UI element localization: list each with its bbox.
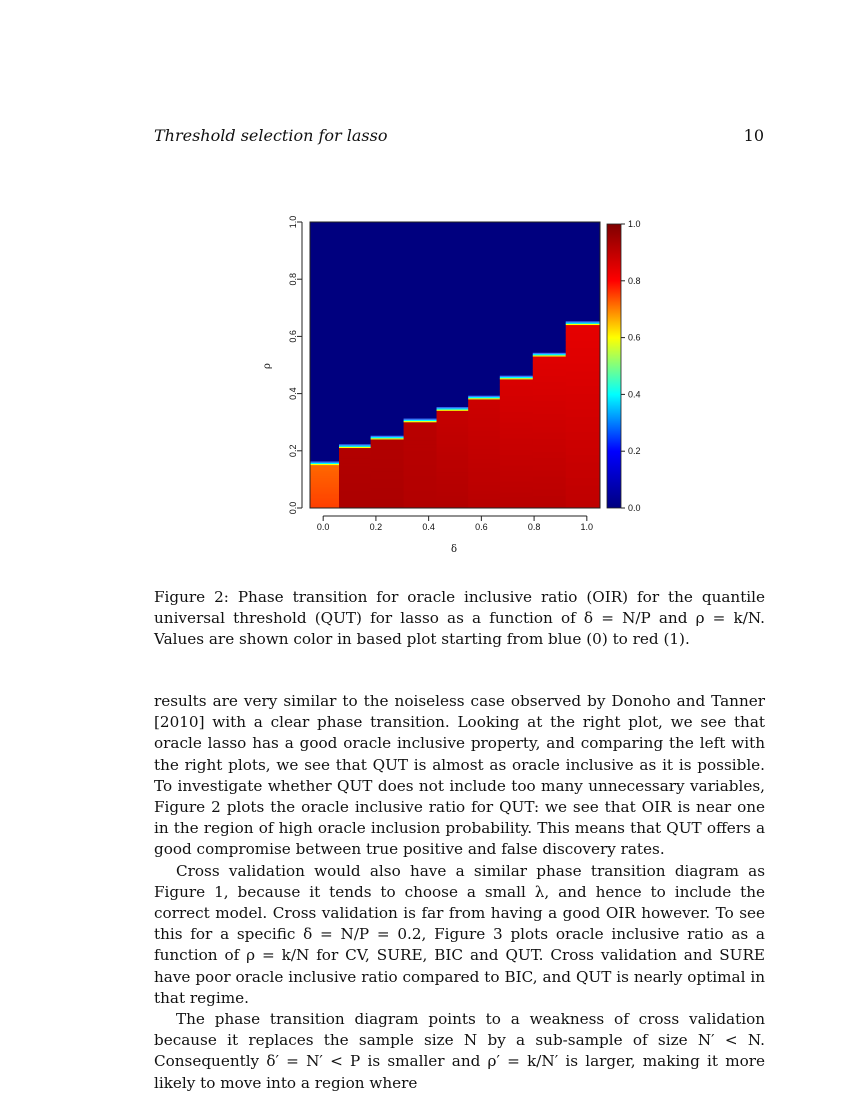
y-tick-label: 0.8	[288, 272, 298, 286]
transition-edge	[404, 421, 437, 422]
colorbar-tick-label: 0.2	[628, 446, 641, 457]
heatmap-cell	[468, 417, 500, 422]
paragraph: results are very similar to the noiseless case observed by Donoho and Tanner [2010] with a clear phase transition. Looking at the right plot, we see that oracle lasso has a good oracle inclusive property, and comparing the left with the right plots, we see that QUT is almost as oracle inclusive as it is possible. To investigate whether QUT does not include too many unnecessary variables, Figure 2 plots the oracle inclusive ratio for QUT: we see that OIR is near one in the region of high oracle inclusion probability. This means that QUT offers a good compromise between true positive and false discovery rates.	[154, 692, 765, 859]
transition-edge	[339, 444, 371, 445]
heatmap-cell	[468, 440, 500, 445]
heatmap-cell	[500, 428, 533, 434]
heatmap-cell	[533, 489, 566, 496]
heatmap-cell	[500, 422, 533, 428]
heatmap-cell	[371, 491, 404, 494]
heatmap-cell	[468, 399, 500, 404]
colorbar-tick-label: 0.8	[628, 275, 641, 286]
y-tick-label: 0.4	[288, 387, 298, 400]
heatmap-cell	[566, 325, 601, 333]
y-tick-label: 1.0	[288, 215, 298, 229]
heatmap-cell	[404, 501, 437, 505]
transition-edge	[533, 355, 566, 356]
y-tick-label: 0.2	[288, 444, 298, 458]
heatmap-cell	[404, 490, 437, 494]
colorbar	[607, 224, 621, 508]
heatmap-cell	[500, 417, 533, 423]
heatmap-cell	[566, 378, 601, 386]
heatmap-cell	[404, 454, 437, 458]
heatmap-cell	[533, 388, 566, 395]
heatmap-cell	[404, 444, 437, 448]
heatmap-cell	[500, 481, 533, 487]
heatmap-cell	[533, 439, 566, 446]
heatmap-cell	[310, 465, 340, 467]
transition-edge	[468, 396, 500, 397]
transition-edge	[437, 407, 469, 408]
heatmap-cell	[404, 447, 437, 451]
transition-edge	[566, 323, 601, 324]
heatmap-cell	[500, 401, 533, 407]
heatmap-cell	[533, 401, 566, 408]
heatmap-cell	[468, 413, 500, 418]
heatmap-cell	[371, 502, 404, 505]
heatmap-cell	[468, 472, 500, 477]
transition-edge	[468, 398, 500, 399]
heatmap-cell	[500, 444, 533, 450]
transition-edge	[404, 420, 437, 421]
heatmap-cell	[437, 419, 469, 424]
heatmap-cell	[437, 411, 469, 416]
heatmap-cell	[468, 445, 500, 450]
heatmap-cell	[371, 454, 404, 457]
heatmap-cell	[404, 465, 437, 469]
heatmap-cell	[468, 463, 500, 468]
heatmap-cell	[404, 458, 437, 462]
heatmap-cell	[468, 404, 500, 409]
heatmap-cell	[339, 448, 371, 451]
heatmap-cell	[500, 476, 533, 482]
heatmap-cell	[500, 449, 533, 455]
heatmap-cell	[371, 497, 404, 500]
heatmap-cell	[404, 437, 437, 441]
heatmap-cell	[437, 439, 469, 444]
heatmap-cell	[533, 502, 566, 509]
heatmap-cell	[468, 422, 500, 427]
transition-edge	[500, 377, 533, 378]
heatmap-cell	[371, 451, 404, 454]
heatmap-cell	[404, 483, 437, 487]
heatmap-cell	[468, 490, 500, 495]
heatmap-cell	[371, 445, 404, 448]
heatmap-cell	[500, 497, 533, 503]
heatmap-cell	[437, 415, 469, 420]
heatmap-cell	[533, 457, 566, 464]
heatmap-cell	[500, 487, 533, 493]
heatmap-cell	[500, 438, 533, 444]
heatmap-cell	[437, 447, 469, 452]
heatmap-cell	[437, 480, 469, 485]
heatmap-cell	[533, 445, 566, 452]
heatmap-cell	[404, 479, 437, 483]
transition-edge	[500, 376, 533, 377]
heatmap-cell	[566, 500, 601, 508]
heatmap-cell	[566, 386, 601, 394]
heatmap-cell	[404, 451, 437, 455]
heatmap-cell	[371, 468, 404, 471]
heatmap-cell	[500, 390, 533, 396]
transition-edge	[437, 410, 469, 411]
transition-edge	[468, 397, 500, 398]
transition-edge	[339, 447, 371, 448]
heatmap-cell	[566, 432, 601, 440]
heatmap-cell	[371, 442, 404, 445]
heatmap-cell	[533, 464, 566, 471]
colorbar-tick-label: 0.6	[628, 332, 641, 343]
heatmap-cell	[500, 470, 533, 476]
heatmap-cell	[566, 462, 601, 470]
heatmap-cell	[371, 477, 404, 480]
heatmap-cell	[566, 348, 601, 356]
heatmap-cell	[566, 493, 601, 501]
colorbar-tick-label: 0.4	[628, 389, 641, 400]
heatmap-cell	[404, 469, 437, 473]
heatmap-cell	[468, 485, 500, 490]
heatmap-cell	[371, 474, 404, 477]
transition-edge	[533, 353, 566, 354]
heatmap-cell	[533, 483, 566, 490]
paragraph: Cross validation would also have a similar phase transition diagram as Figure 1, because it tends to choose a small λ, and hence to include the correct model. Cross validation is far from having a good OIR however. To see this for a specific δ = N/P = 0.2, Figure 3 plots oracle inclusive ratio as a function of ρ = k/N for CV, SURE, BIC and QUT. Cross validation and SURE have poor oracle inclusive ratio compared to BIC, and QUT is nearly optimal in that regime.	[154, 861, 765, 1007]
heatmap-cell	[566, 424, 601, 432]
heatmap-cell	[437, 455, 469, 460]
running-header-title: Threshold selection for lasso	[154, 126, 388, 145]
heatmap-cell	[566, 401, 601, 409]
transition-edge	[566, 324, 601, 325]
heatmap-cell	[371, 459, 404, 462]
heatmap-cell	[404, 476, 437, 480]
heatmap-cell	[500, 411, 533, 417]
heatmap-cell	[533, 432, 566, 439]
heatmap-cell	[437, 492, 469, 497]
heatmap-cell	[500, 492, 533, 498]
heatmap-cell	[371, 448, 404, 451]
heatmap-cell	[566, 439, 601, 447]
heatmap-cell	[566, 394, 601, 402]
heatmap-cell	[437, 476, 469, 481]
heatmap-cell	[371, 471, 404, 474]
heatmap-cell	[533, 394, 566, 401]
heatmap-cell	[500, 406, 533, 412]
heatmap-cell	[468, 476, 500, 481]
heatmap-cell	[404, 426, 437, 430]
heatmap-cell	[468, 494, 500, 499]
heatmap-cell	[533, 382, 566, 389]
heatmap-cell	[566, 455, 601, 463]
x-tick-label: 0.2	[369, 522, 383, 532]
heatmap-cell	[566, 409, 601, 417]
heatmap-cell	[437, 431, 469, 436]
heatmap-cell	[468, 467, 500, 472]
heatmap-cell	[404, 472, 437, 476]
heatmap-cell	[533, 476, 566, 483]
heatmap-cell	[437, 459, 469, 464]
heatmap-cell	[500, 465, 533, 471]
heatmap-cell	[500, 385, 533, 391]
heatmap-cell	[437, 488, 469, 493]
heatmap-cell	[371, 494, 404, 497]
heatmap-cell	[404, 462, 437, 466]
transition-edge	[404, 419, 437, 420]
heatmap-cell	[566, 447, 601, 455]
heatmap-cell	[533, 413, 566, 420]
heatmap-cell	[371, 439, 404, 442]
transition-edge	[371, 438, 404, 439]
heatmap-cell	[404, 440, 437, 444]
transition-edge	[371, 436, 404, 437]
heatmap-cell	[371, 462, 404, 465]
heatmap-cell	[468, 436, 500, 441]
heatmap-cell	[404, 487, 437, 491]
y-axis-label: ρ	[262, 363, 273, 369]
heatmap-cell	[437, 443, 469, 448]
heatmap-cell	[566, 340, 601, 348]
page-number: 10	[743, 126, 764, 145]
y-tick-label: 0.6	[288, 330, 298, 343]
heatmap-cell	[500, 379, 533, 385]
body-text	[154, 691, 765, 1094]
heatmap-cell	[566, 470, 601, 478]
transition-edge	[310, 463, 340, 464]
heatmap-cell	[437, 435, 469, 440]
transition-edge	[437, 408, 469, 409]
heatmap-cell	[566, 416, 601, 424]
heatmap-cell	[500, 454, 533, 460]
x-axis-label: δ	[450, 544, 458, 555]
colorbar-tick-label: 0.0	[628, 503, 641, 513]
heatmap-cell	[437, 463, 469, 468]
x-tick-label: 0.6	[475, 522, 488, 532]
heatmap-cell	[533, 470, 566, 477]
heatmap-cell	[566, 333, 601, 341]
heatmap-cell	[533, 375, 566, 382]
heatmap-cell	[500, 460, 533, 466]
heatmap-cell	[566, 355, 601, 363]
heatmap-cell	[566, 363, 601, 371]
heatmap-cell	[371, 499, 404, 502]
transition-edge	[310, 462, 340, 463]
heatmap-cell	[437, 496, 469, 501]
heatmap-cell	[468, 408, 500, 413]
heatmap-cell	[468, 458, 500, 463]
heatmap-cell	[566, 485, 601, 493]
heatmap-cell	[404, 494, 437, 498]
heatmap-cell	[500, 395, 533, 401]
heatmap-cell	[371, 479, 404, 482]
heatmap-cell	[468, 499, 500, 504]
heatmap-cell	[533, 420, 566, 427]
heatmap-cell	[533, 356, 566, 363]
heatmap-cell	[404, 429, 437, 433]
transition-edge	[371, 437, 404, 438]
heatmap-cell	[468, 481, 500, 486]
heatmap-cell	[404, 422, 437, 426]
heatmap-cell	[371, 457, 404, 460]
heatmap-cell	[500, 433, 533, 439]
x-tick-label: 1.0	[580, 522, 594, 532]
heatmap-cell	[468, 449, 500, 454]
x-tick-label: 0.4	[422, 522, 435, 532]
heatmap-cell	[404, 497, 437, 501]
heatmap-cell	[468, 454, 500, 459]
heatmap-cell	[437, 427, 469, 432]
heatmap-cell	[437, 423, 469, 428]
heatmap-cell	[371, 482, 404, 485]
x-tick-label: 0.0	[316, 522, 330, 532]
x-tick-label: 0.8	[527, 522, 541, 532]
heatmap-cell	[437, 467, 469, 472]
transition-edge	[566, 321, 601, 322]
heatmap-cell	[371, 465, 404, 468]
transition-edge	[500, 378, 533, 379]
y-tick-label: 0.0	[288, 501, 298, 515]
heatmap-cell	[404, 433, 437, 437]
colorbar-tick-label: 1.0	[628, 219, 641, 229]
paragraph: The phase transition diagram points to a weakness of cross validation because it replaces the sample size N by a sub-sample of size N′ < N. Consequently δ′ = N′ < P is smaller and ρ′ = k/N′ is larger, making it more likely to move into a region where	[154, 1010, 765, 1092]
heatmap-cell	[533, 495, 566, 502]
heatmap-cell	[437, 472, 469, 477]
transition-edge	[310, 464, 340, 465]
heatmap-cell	[468, 431, 500, 436]
heatmap-cell	[437, 484, 469, 489]
heatmap-cell	[533, 363, 566, 370]
heatmap-cell	[371, 485, 404, 488]
transition-edge	[339, 446, 371, 447]
figure-caption: Figure 2: Phase transition for oracle inclusive ratio (OIR) for the quantile universal threshold (QUT) for lasso as a function of δ = N/P and ρ = k/N. Values are shown color in based plot starting from blue (0) to red (1).	[154, 588, 765, 648]
heatmap-cell	[533, 451, 566, 458]
transition-edge	[533, 354, 566, 355]
heatmap-cell	[371, 488, 404, 491]
heatmap-cell	[566, 371, 601, 379]
heatmap-cell	[533, 426, 566, 433]
heatmap-cell	[437, 500, 469, 505]
heatmap-cell	[566, 477, 601, 485]
heatmap-cell	[437, 451, 469, 456]
heatmap-cell	[468, 426, 500, 431]
heatmap-cell	[533, 407, 566, 414]
heatmap-cell	[533, 369, 566, 376]
